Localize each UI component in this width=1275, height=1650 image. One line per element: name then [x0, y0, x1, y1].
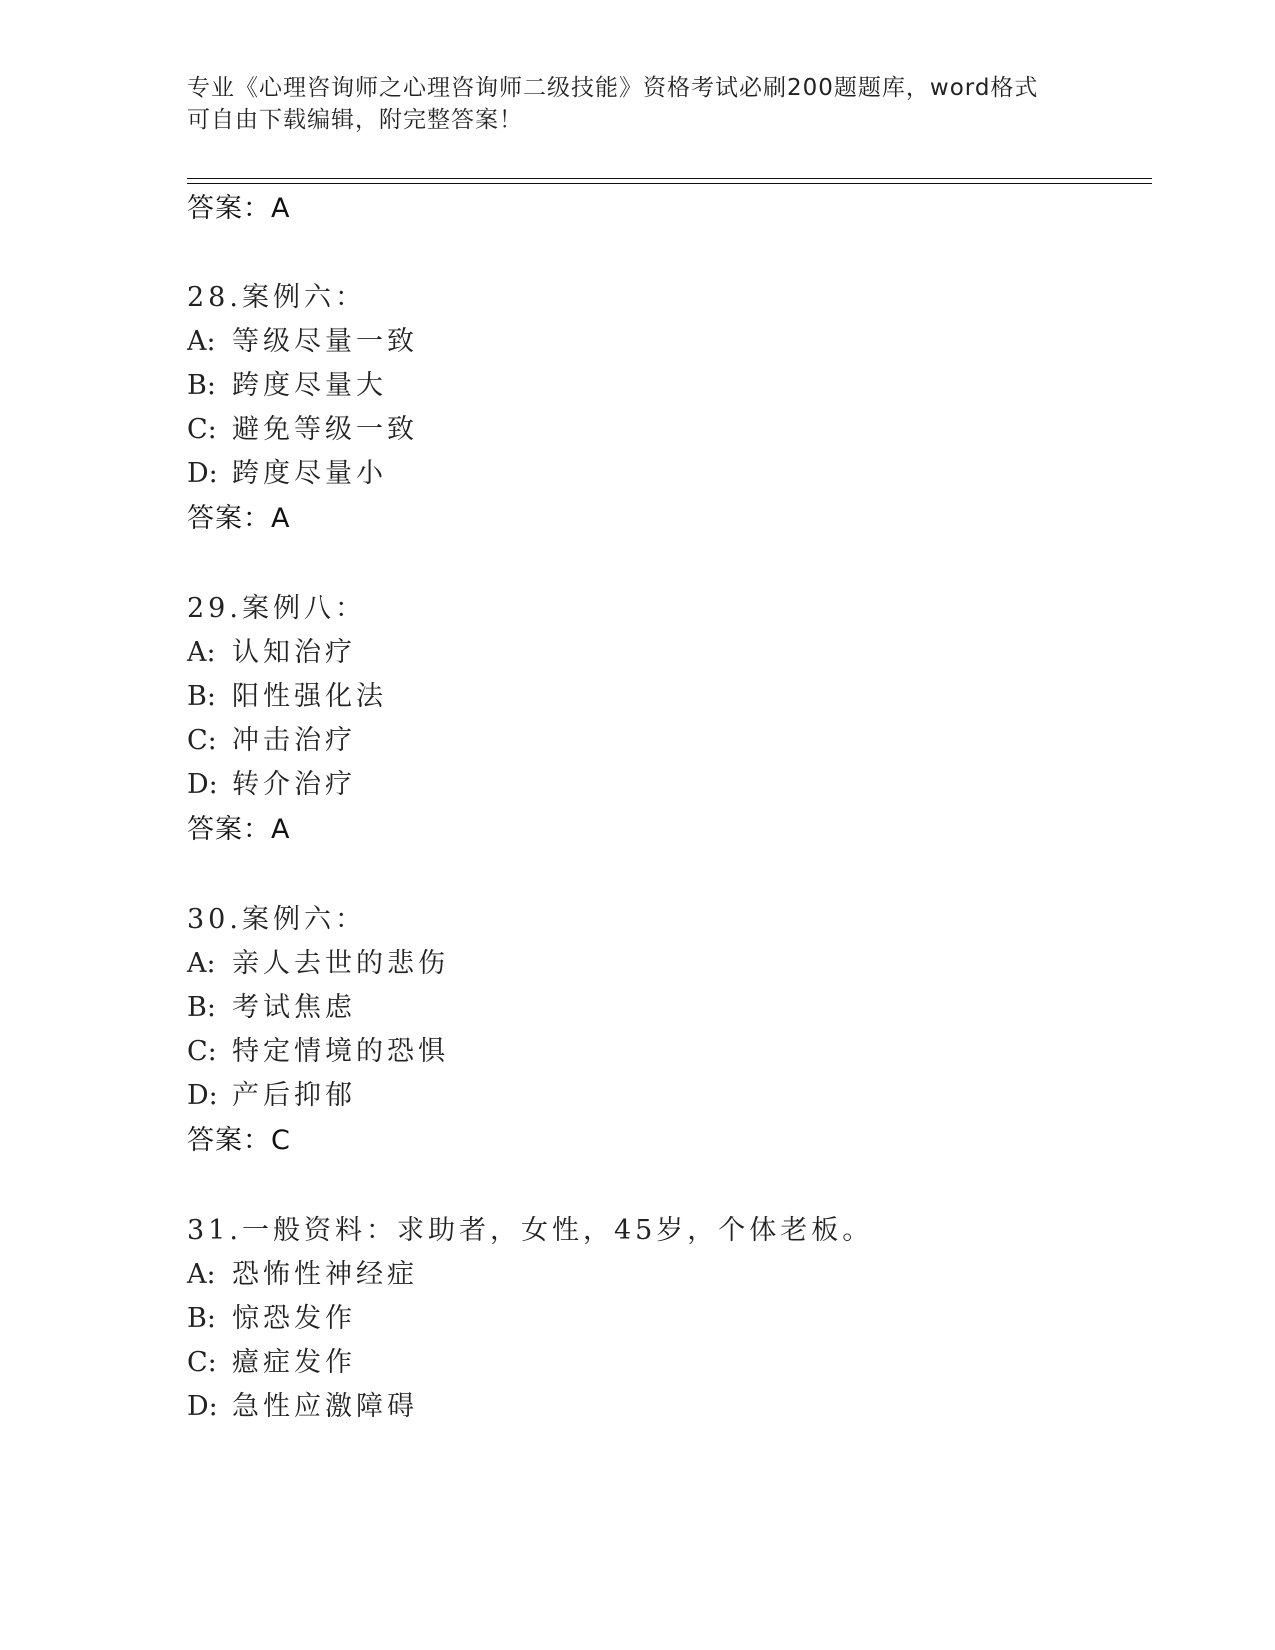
option-b — [187, 991, 356, 1025]
option-a — [187, 1258, 418, 1292]
option-text: 急性应激障碍 — [232, 1391, 418, 1422]
option-d — [187, 768, 356, 802]
option-text: 考试焦虑 — [232, 992, 356, 1023]
option-key: D: — [187, 458, 218, 489]
option-text: 冲击治疗 — [232, 725, 356, 756]
question-stem: 31.一般资料：求助者，女性，45岁，个体老板。 — [187, 1215, 874, 1246]
option-key: C: — [187, 1347, 217, 1378]
document-header — [187, 72, 1087, 136]
option-b — [187, 680, 387, 714]
answer-line: 答案：A — [187, 814, 291, 845]
option-key: A: — [187, 637, 216, 668]
option-text: 亲人去世的悲伤 — [232, 948, 449, 979]
option-text: 跨度尽量大 — [232, 370, 387, 401]
header-divider-bottom — [187, 183, 1152, 184]
header-line-1: 专业《心理咨询师之心理咨询师二级技能》资格考试必刷200题题库，word格式 — [187, 75, 1039, 101]
option-text: 转介治疗 — [232, 769, 356, 800]
option-a — [187, 947, 449, 981]
option-key: C: — [187, 725, 217, 756]
option-key: C: — [187, 414, 217, 445]
option-d — [187, 457, 387, 491]
header-line-2: 可自由下载编辑，附完整答案！ — [187, 107, 523, 133]
option-text: 恐怖性神经症 — [232, 1259, 418, 1290]
option-c — [187, 724, 356, 758]
option-c — [187, 1035, 449, 1069]
option-key: B: — [187, 681, 216, 712]
option-key: D: — [187, 1080, 218, 1111]
option-a — [187, 636, 356, 670]
option-key: B: — [187, 1303, 216, 1334]
option-text: 惊恐发作 — [232, 1303, 356, 1334]
option-text: 跨度尽量小 — [232, 458, 387, 489]
question-stem: 30.案例六： — [187, 904, 366, 935]
option-key: A: — [187, 1259, 216, 1290]
option-d — [187, 1390, 418, 1424]
option-text: 等级尽量一致 — [232, 326, 418, 357]
previous-answer: 答案：A — [187, 193, 291, 224]
option-text: 阳性强化法 — [232, 681, 387, 712]
option-key: A: — [187, 326, 216, 357]
option-text: 认知治疗 — [232, 637, 356, 668]
option-text: 产后抑郁 — [232, 1080, 356, 1111]
option-c — [187, 413, 418, 447]
option-c — [187, 1346, 356, 1380]
option-key: C: — [187, 1036, 217, 1067]
option-text: 特定情境的恐惧 — [232, 1036, 449, 1067]
option-key: A: — [187, 948, 216, 979]
option-text: 避免等级一致 — [232, 414, 418, 445]
option-b — [187, 1302, 356, 1336]
answer-line: 答案：C — [187, 1125, 291, 1156]
question-stem: 29.案例八： — [187, 593, 366, 624]
option-key: D: — [187, 1391, 218, 1422]
option-text: 癔症发作 — [232, 1347, 356, 1378]
header-divider-top — [187, 178, 1152, 179]
option-key: D: — [187, 769, 218, 800]
option-b — [187, 369, 387, 403]
option-a — [187, 325, 418, 359]
option-d — [187, 1079, 356, 1113]
option-key: B: — [187, 992, 216, 1023]
question-stem: 28.案例六： — [187, 282, 366, 313]
answer-line: 答案：A — [187, 503, 291, 534]
option-key: B: — [187, 370, 216, 401]
